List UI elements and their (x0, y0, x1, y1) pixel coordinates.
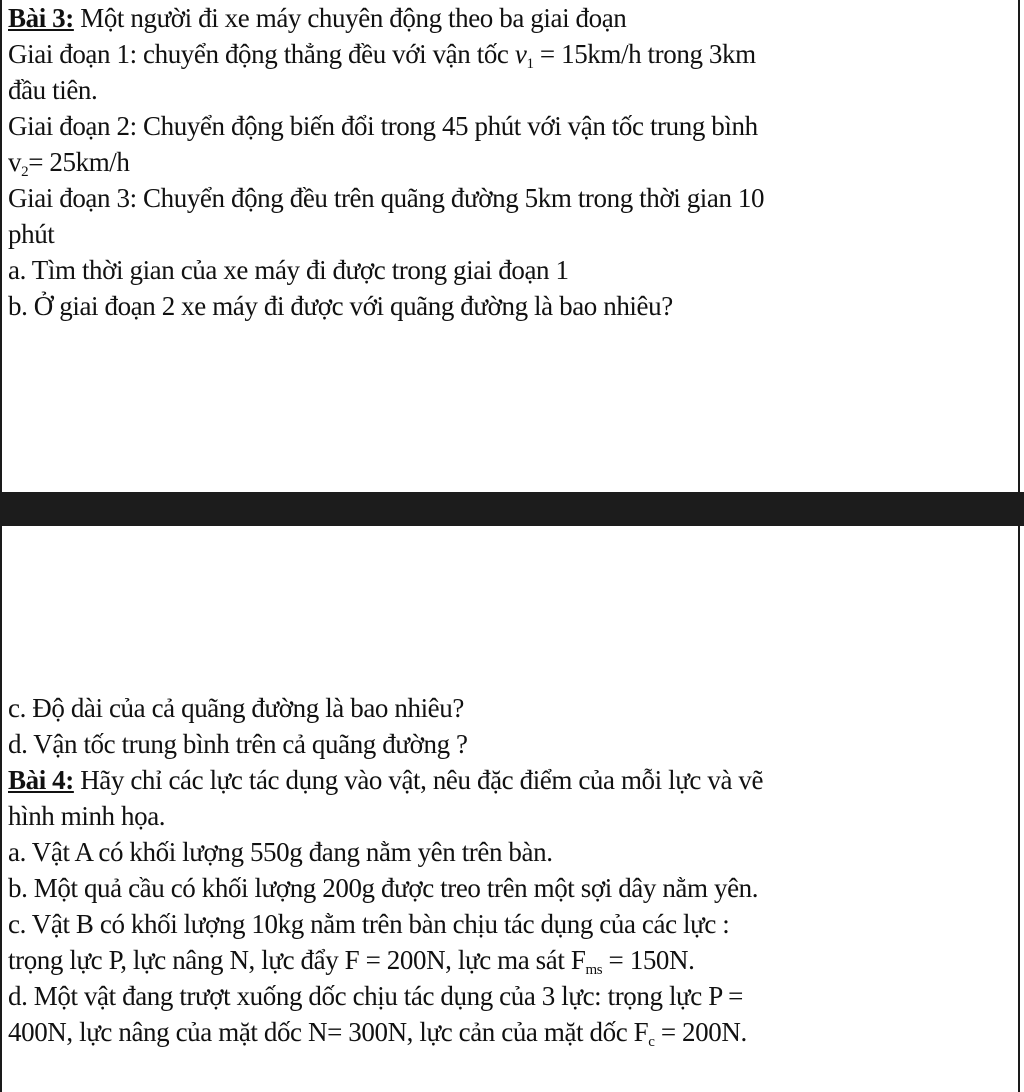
v2-value: = 25km/h (28, 147, 130, 177)
exercise-4-heading: Bài 4: (8, 765, 74, 795)
resistance-force-value: = 200N. (654, 1017, 747, 1047)
exercise-4-intro: Hãy chỉ các lực tác dụng vào vật, nêu đặc điểm của mỗi lực và vẽ (73, 765, 764, 795)
v2-symbol: $v_2$ (8, 147, 29, 180)
exercise-4-intro-continuation: hình minh họa. (8, 801, 166, 831)
exercise-3-title (8, 0, 1016, 36)
exercise-4-title (8, 762, 1016, 798)
question-d-forces-text: 400N, lực nâng của mặt dốc N= 300N, lực cản của mặt dốc (8, 1017, 634, 1047)
exercise-4-question-b: b. Một quả cầu có khối lượng 200g được treo trên một sợi dây nằm yên. (8, 873, 759, 903)
stage-1-continuation: đầu tiên. (8, 75, 98, 105)
exercise-4-question-c: c. Vật B có khối lượng 10kg nằm trên bàn chịu tác dụng của các lực : (8, 909, 730, 939)
exercise-3-heading: Bài 3: (8, 3, 74, 33)
v1-value: = 15km/h (533, 39, 642, 69)
exercise-3-intro: Một người đi xe máy chuyên động theo ba giai đoạn (73, 3, 627, 33)
stage-2-velocity (8, 144, 1016, 180)
stage-2-line: Giai đoạn 2: Chuyển động biến đổi trong 45 phút với vận tốc trung bình (8, 111, 758, 141)
question-c-forces-text: trọng lực P, lực nâng N, lực đẩy F = 200N, lực ma sát (8, 945, 571, 975)
exercise-4-question-d: d. Một vật đang trượt xuống dốc chịu tác dụng của 3 lực: trọng lực P = (8, 981, 744, 1011)
exercise-4-question-c-continuation (8, 942, 1016, 978)
exercise-3-question-d: d. Vận tốc trung bình trên cả quãng đường ? (8, 729, 468, 759)
resistance-force-symbol: $F_c$ (633, 1017, 655, 1050)
exercise-3-question-a: a. Tìm thời gian của xe máy đi được trong giai đoạn 1 (8, 255, 569, 285)
exercise-4-question-a: a. Vật A có khối lượng 550g đang nằm yên trên bàn. (8, 837, 553, 867)
friction-force-value: = 150N. (602, 945, 695, 975)
stage-3-continuation: phút (8, 219, 55, 249)
exercise-3-question-b: b. Ở giai đoạn 2 xe máy đi được với quãng đường là bao nhiêu? (8, 291, 673, 321)
friction-force-symbol: $F_{ms}$ (570, 945, 603, 978)
exercise-3-4-bottom (8, 690, 1016, 1050)
stage-1-text: Giai đoạn 1: chuyển động thẳng đều với vận tốc (8, 39, 515, 69)
stage-1-line (8, 36, 1016, 72)
exercise-3-top (8, 0, 1016, 324)
stage-3-line: Giai đoạn 3: Chuyển động đều trên quãng đường 5km trong thời gian 10 (8, 183, 765, 213)
v1-symbol: $v_1$ (514, 39, 534, 72)
page-separator-band (0, 492, 1024, 526)
stage-1-rest: trong 3km (641, 39, 756, 69)
exercise-4-question-d-continuation (8, 1014, 1016, 1050)
exercise-3-question-c: c. Độ dài của cả quãng đường là bao nhiêu? (8, 693, 464, 723)
